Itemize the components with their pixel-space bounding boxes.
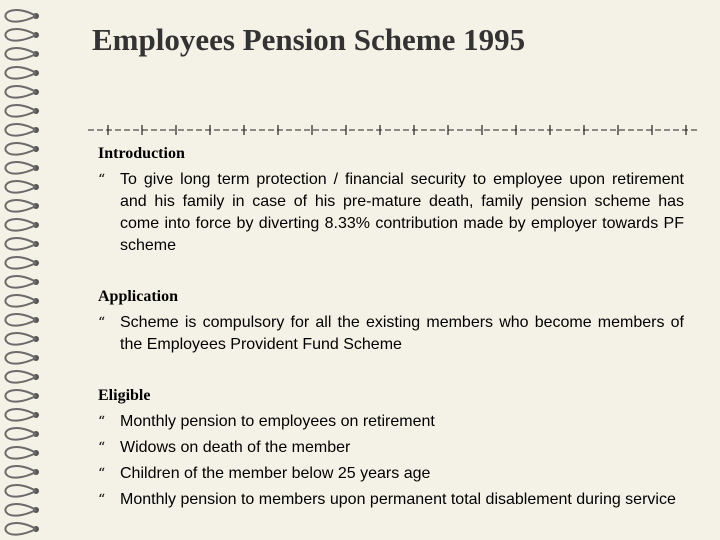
section-heading-eligible: Eligible — [98, 387, 151, 404]
bullet-text: Monthly pension to employees on retirement — [120, 413, 435, 430]
bullet-icon: “ — [98, 414, 106, 430]
application-bullet — [98, 312, 684, 356]
eligible-bullet — [98, 411, 684, 433]
introduction-bullet — [98, 169, 684, 257]
bullet-text: Scheme is compulsory for all the existing members who become members of the Employees Provident Fund Scheme — [120, 314, 684, 353]
divider-line — [88, 124, 700, 136]
bullet-icon: “ — [98, 440, 106, 456]
bullet-text: Widows on death of the member — [120, 439, 351, 456]
section-heading-application: Application — [98, 288, 179, 305]
bullet-icon: “ — [98, 466, 106, 482]
eligible-bullet — [98, 437, 684, 459]
bullet-text: To give long term protection / financial security to employee upon retirement and his family in case of his pre-mature death, family pension scheme has come into force by diverting 8.33% contribution made by employer towards PF scheme — [120, 171, 684, 254]
slide-title: Employees Pension Scheme 1995 — [92, 22, 526, 57]
bullet-text: Children of the member below 25 years age — [120, 465, 431, 482]
bullet-icon: “ — [98, 172, 106, 188]
eligible-bullet — [98, 463, 684, 485]
bullet-icon: “ — [98, 315, 106, 331]
eligible-bullet — [98, 489, 684, 511]
spiral-binding-decoration — [0, 0, 52, 540]
bullet-icon: “ — [98, 492, 106, 508]
bullet-text: Monthly pension to members upon permanent total disablement during service — [120, 491, 676, 508]
section-heading-introduction: Introduction — [98, 145, 185, 162]
